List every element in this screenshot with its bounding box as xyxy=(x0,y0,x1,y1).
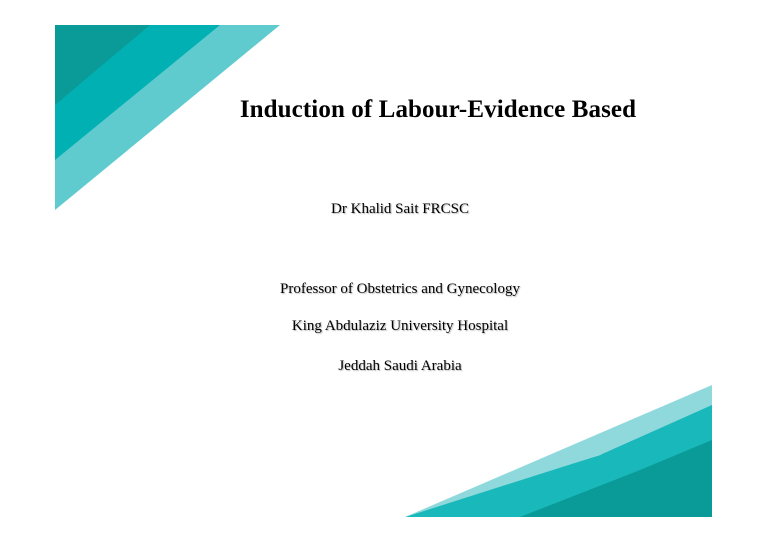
author-location: Jeddah Saudi Arabia xyxy=(338,358,462,374)
author-institution: King Abdulaziz University Hospital xyxy=(291,318,509,334)
author-position: Professor of Obstetrics and Gynecology xyxy=(280,281,520,297)
author-name: Dr Khalid Sait FRCSC xyxy=(331,201,469,217)
slide-title: Induction of Labour-Evidence Based xyxy=(239,96,637,123)
